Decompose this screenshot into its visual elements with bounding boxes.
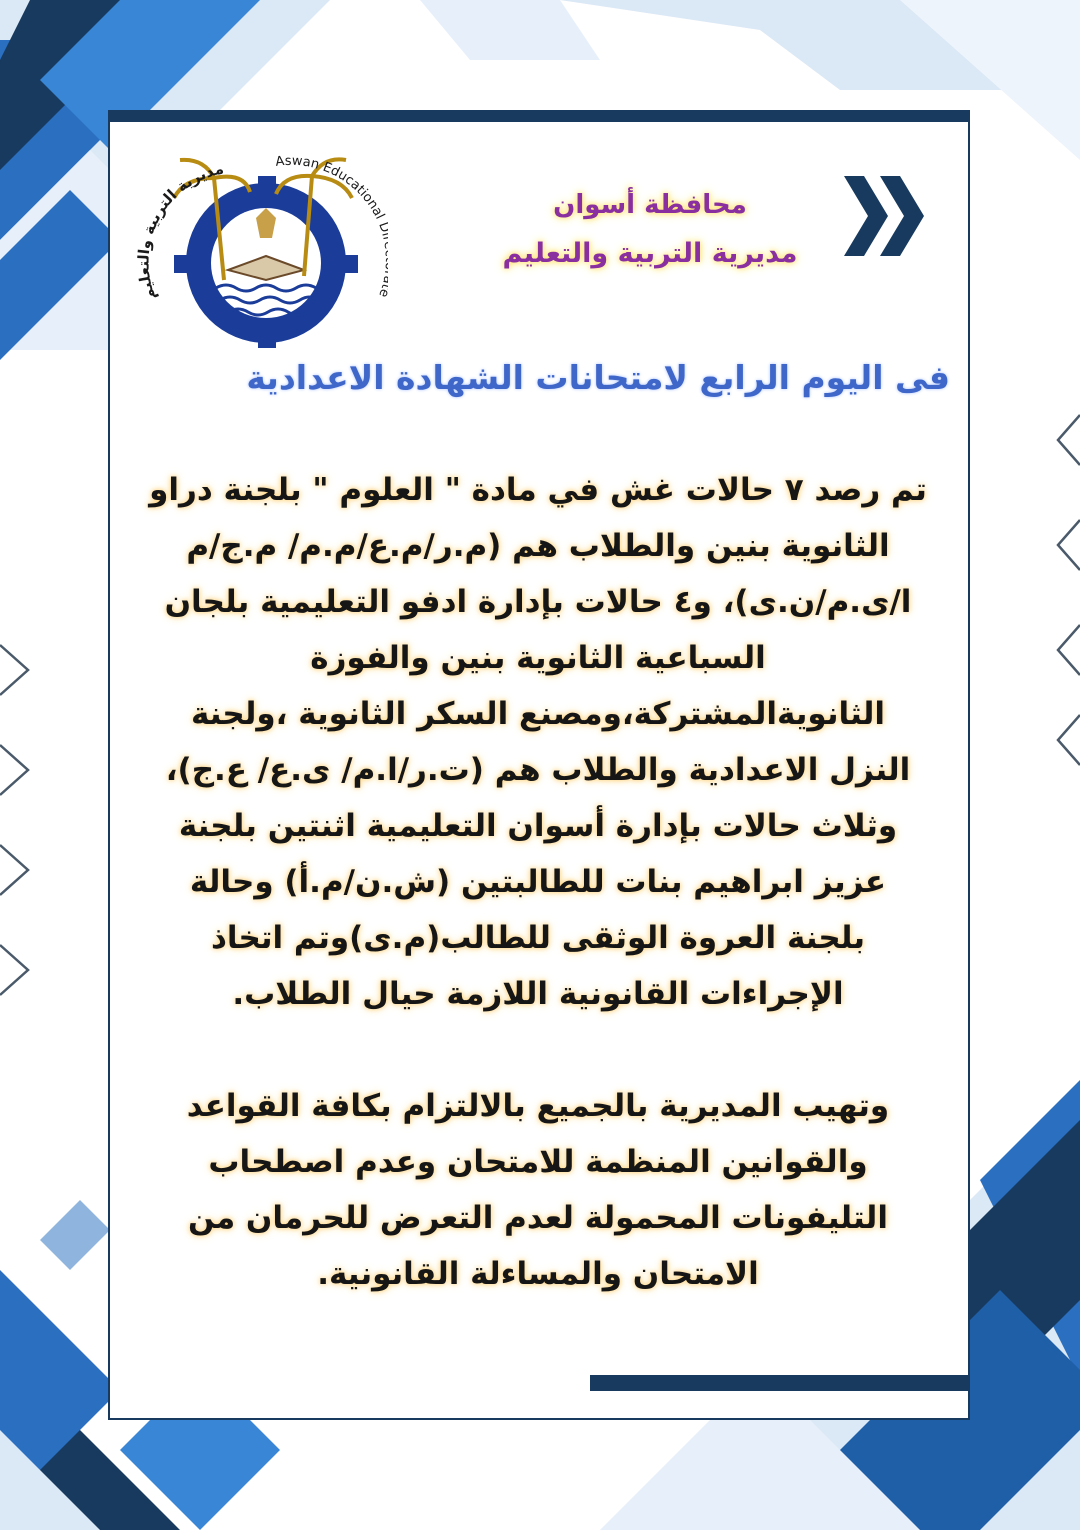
card-top-bar	[110, 110, 970, 122]
card-bottom-bar	[590, 1375, 970, 1391]
header-block	[470, 190, 830, 269]
directorate-logo	[116, 148, 388, 348]
aswan-education-emblem-icon	[116, 148, 388, 348]
governorate-label: محافظة أسوان	[553, 190, 747, 220]
paragraph-warning	[118, 1078, 958, 1302]
body-line: الثانويةالمشتركة،ومصنع السكر الثانوية ،ولجنة	[190, 696, 886, 732]
body-line: تم رصد ٧ حالات غش في مادة " العلوم " بلجنة دراو	[149, 472, 927, 508]
body-line: وتهيب المديرية بالجميع بالالتزام بكافة القواعد	[186, 1088, 890, 1124]
logo-arabic-ring-text: مديرية التربية والتعليم	[134, 159, 226, 303]
body-line: الامتحان والمساءلة القانونية.	[317, 1256, 759, 1292]
logo-english-ring-text: Aswan Educational	[274, 153, 388, 222]
body-line: ا/ى.م/ن.ى)، و٤ حالات بإدارة ادفو التعليمية بلجان	[164, 584, 912, 620]
body-line: والقوانين المنظمة للامتحان وعدم اصطحاب	[208, 1144, 868, 1180]
body-line: السباعية الثانوية بنين والفوزة	[310, 640, 766, 676]
announcement-title: فى اليوم الرابع لامتحانات الشهادة الاعدادية	[246, 358, 950, 397]
body-line: عزيز ابراهيم بنات للطالبتين (ش.ن/م.أ) وحالة	[189, 864, 887, 900]
body-line: التليفونات المحمولة لعدم التعرض للحرمان من	[188, 1200, 888, 1236]
paragraph-cheating-cases	[118, 462, 958, 1022]
directorate-label: مديرية التربية والتعليم	[502, 238, 798, 269]
double-chevron-right-icon	[842, 170, 934, 262]
body-line: وثلاث حالات بإدارة أسوان التعليمية اثنتين بلجنة	[178, 808, 898, 844]
body-line: النزل الاعدادية والطلاب هم (ت.ر/ا.م/ ى.ع/ ع.ج)،	[165, 752, 911, 788]
body-line: بلجنة العروة الوثقى للطالب(م.ى)وتم اتخاذ	[210, 920, 866, 956]
body-line: الإجراءات القانونية اللازمة حيال الطلاب.	[232, 976, 844, 1012]
body-line: الثانوية بنين والطلاب هم (م.ر/م.ع/م.م/ م.ج/م	[186, 528, 890, 564]
